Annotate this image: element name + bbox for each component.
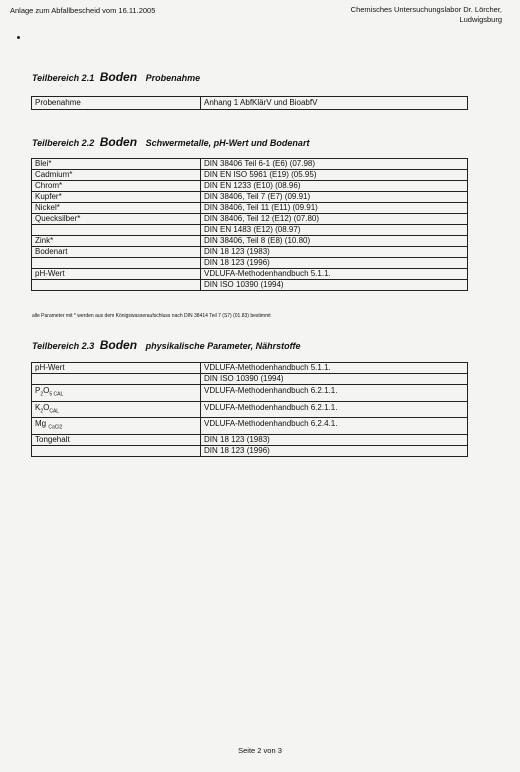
header-right [351,5,502,25]
method-cell: DIN 18 123 (1996) [201,258,468,269]
header-lab-city: Ludwigsburg [459,15,502,24]
param-cell-k2o: $K_2O_{CAL}$ [32,401,201,418]
method-cell: DIN 38406, Teil 12 (E12) (07.80) [201,214,468,225]
param-cell: Blei* [32,159,201,170]
method-cell: VDLUFA-Methodenhandbuch 5.1.1. [201,363,468,374]
section-main: Boden [99,135,138,149]
table-row [32,97,468,110]
param-cell: Cadmium* [32,170,201,181]
table-row [32,214,468,225]
table-row [32,247,468,258]
table-row [32,445,468,456]
section-title-2-3 [32,338,301,352]
section-title-2-1 [32,70,200,84]
table-row [32,236,468,247]
param-cell: Chrom* [32,181,201,192]
param-cell [32,445,201,456]
param-cell: Probenahme [32,97,201,110]
table-row [32,159,468,170]
param-cell: pH-Wert [32,269,201,280]
param-cell: Zink* [32,236,201,247]
table-row [32,401,468,418]
param-cell: pH-Wert [32,363,201,374]
table-row [32,203,468,214]
table-row [32,258,468,269]
method-cell: DIN 38406 Teil 6-1 (E6) (07.98) [201,159,468,170]
table-row [32,434,468,445]
table-row [32,385,468,402]
section-prefix: Teilbereich 2.3 [32,341,95,351]
param-cell [32,258,201,269]
section-main: Boden [99,338,138,352]
method-cell: DIN EN 1233 (E10) (08.96) [201,181,468,192]
method-cell: DIN EN ISO 5961 (E19) (05.95) [201,170,468,181]
param-cell: Nickel* [32,203,201,214]
header-lab-name: Chemisches Untersuchungslabor Dr. Lörcher, [350,5,502,14]
param-cell: Quecksilber* [32,214,201,225]
param-cell: Kupfer* [32,192,201,203]
section-suffix: Probenahme [145,73,201,83]
section-suffix: Schwermetalle, pH-Wert und Bodenart [145,138,310,148]
section-prefix: Teilbereich 2.2 [32,138,95,148]
table-row [32,374,468,385]
param-cell-p2o5: $P_2O_{5 CAL}$ [32,385,201,402]
table-row [32,181,468,192]
section-suffix: physikalische Parameter, Nährstoffe [145,341,301,351]
method-cell: VDLUFA-Methodenhandbuch 5.1.1. [201,269,468,280]
method-cell: DIN EN 1483 (E12) (08.97) [201,225,468,236]
param-cell-mg: Mg $_{CaCl2}$ [32,418,201,435]
header-left: Anlage zum Abfallbescheid vom 16.11.2005 [10,6,156,15]
method-cell: DIN 38406, Teil 11 (E11) (09.91) [201,203,468,214]
table-row [32,269,468,280]
param-cell [32,374,201,385]
table-row [32,363,468,374]
table-row [32,192,468,203]
scan-speck [17,36,20,39]
method-cell: Anhang 1 AbfKlärV und BioabfV [201,97,468,110]
method-cell: DIN ISO 10390 (1994) [201,280,468,291]
table-probenahme [31,96,468,110]
table-physikalisch [31,362,468,457]
param-cell: Bodenart [32,247,201,258]
section-prefix: Teilbereich 2.1 [32,73,95,83]
table-row [32,280,468,291]
method-cell: DIN ISO 10390 (1994) [201,374,468,385]
method-cell: DIN 18 123 (1983) [201,247,468,258]
method-cell: DIN 38406, Teil 7 (E7) (09.91) [201,192,468,203]
method-cell: DIN 38406, Teil 8 (E8) (10.80) [201,236,468,247]
section-main: Boden [99,70,138,84]
method-cell: DIN 18 123 (1996) [201,445,468,456]
table-row [32,225,468,236]
method-cell: VDLUFA-Methodenhandbuch 6.2.1.1. [201,385,468,402]
footnote: alle Parameter mit * werden aus dem Königswasseraufschluss nach DIN 38414 Teil 7 (S7) (01.83) bestimmt [32,313,271,319]
table-row [32,170,468,181]
param-cell [32,280,201,291]
param-cell: Tongehalt [32,434,201,445]
page-number: Seite 2 von 3 [238,746,282,755]
section-title-2-2 [32,135,309,149]
method-cell: VDLUFA-Methodenhandbuch 6.2.4.1. [201,418,468,435]
table-row [32,418,468,435]
method-cell: DIN 18 123 (1983) [201,434,468,445]
param-cell [32,225,201,236]
table-schwermetalle [31,158,468,291]
method-cell: VDLUFA-Methodenhandbuch 6.2.1.1. [201,401,468,418]
